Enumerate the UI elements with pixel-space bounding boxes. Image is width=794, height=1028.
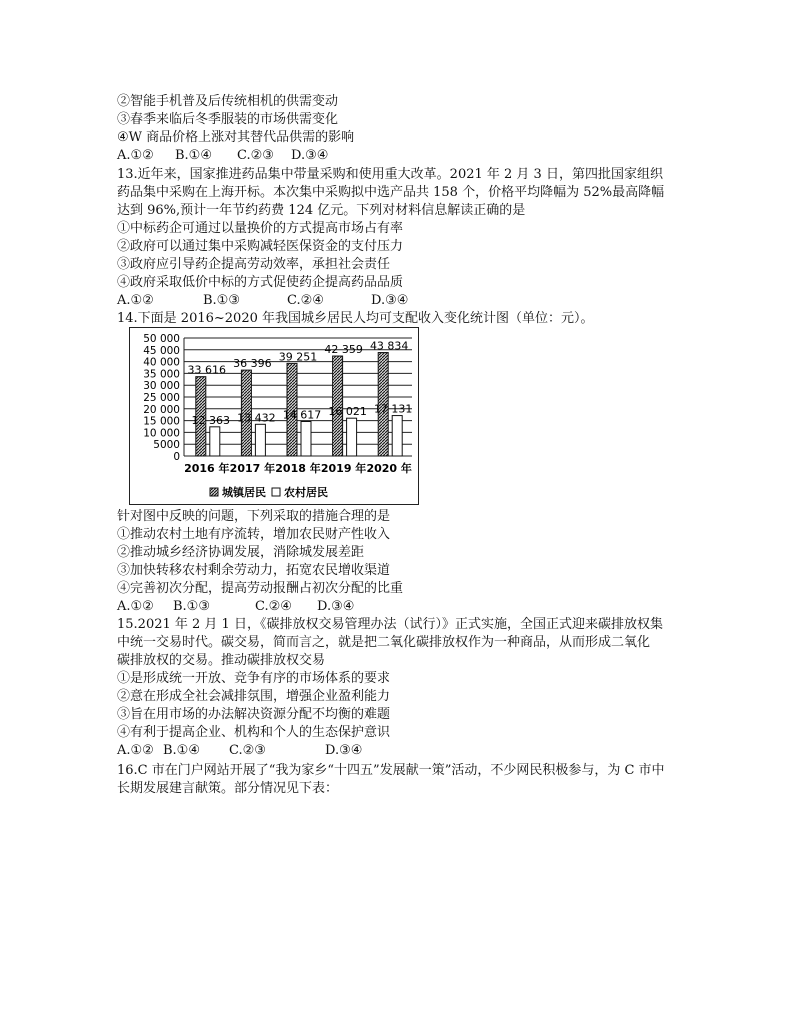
- y-tick-label: 0: [173, 451, 180, 463]
- data-label-rural: 17 131: [373, 402, 413, 416]
- data-label-rural: 14 617: [282, 408, 322, 422]
- q12-option-b: B.①④: [175, 148, 212, 163]
- q15-option-d: D.③④: [325, 743, 363, 758]
- x-tick-label: 2016 年: [184, 462, 230, 475]
- x-tick-label: 2017 年: [229, 462, 276, 475]
- q13-option-d: D.③④: [371, 293, 409, 308]
- q14-statement-2: ②推动城乡经济协调发展，消除城发展差距: [117, 545, 365, 560]
- q12-option-d: D.③④: [291, 148, 329, 163]
- q13-option-a: A.①②: [117, 293, 154, 308]
- q13-options: [117, 292, 408, 310]
- q14-option-d: D.③④: [317, 599, 355, 614]
- q13-statement-1: ①中标药企可通过以量换价的方式提高市场占有率: [117, 221, 404, 236]
- y-tick-label: 45 000: [143, 344, 180, 357]
- q14-question: 针对图中反映的问题，下列采取的措施合理的是: [117, 509, 391, 524]
- q13-statement-3: ③政府应引导药企提高劳动效率，承担社会责任: [117, 257, 391, 272]
- q14-statement-4: ④完善初次分配，提高劳动报酬占初次分配的比重: [117, 581, 404, 596]
- q14-option-c: C.②④: [255, 599, 292, 614]
- q15-stem-line-1: 15.2021 年 2 月 1 日，《碳排放权交易管理办法（试行）》正式实施，全国正式迎来碳排放权集: [117, 617, 663, 632]
- q15-statement-3: ③旨在用市场的办法解决资源分配不均衡的难题: [117, 707, 391, 722]
- data-label-rural: 12 363: [191, 413, 231, 427]
- q12-option-a: A.①②: [117, 148, 154, 163]
- q15-statement-1: ①是形成统一开放、竞争有序的市场体系的要求: [117, 671, 391, 686]
- q13-option-c: C.②④: [287, 293, 324, 308]
- y-tick-label: 10 000: [143, 427, 180, 440]
- data-label-urban: 43 834: [369, 339, 409, 353]
- q16-stem-line-2: 长期发展建言献策。部分情况见下表：: [117, 781, 339, 796]
- q14-statement-1: ①推动农村土地有序流转，增加农民财产性收入: [117, 527, 391, 542]
- q12-statement-4: ④W 商品价格上涨对其替代品供需的影响: [117, 130, 355, 145]
- bar-rural: [301, 422, 311, 456]
- data-label-urban: 39 251: [278, 350, 318, 364]
- q13-statement-2: ②政府可以通过集中采购减轻医保资金的支付压力: [117, 239, 404, 254]
- bar-rural: [210, 427, 220, 456]
- legend-label-rural: 农村居民: [284, 486, 328, 499]
- y-tick-label: 20 000: [143, 403, 180, 416]
- bar-rural: [347, 418, 357, 456]
- q13-stem-line-2: 药品集中采购在上海开标。本次集中采购拟中选产品共 158 个，价格平均降幅为 52%最高降幅: [117, 185, 665, 200]
- legend-label-urban: 城镇居民: [222, 486, 266, 499]
- q15-statement-4: ④有利于提高企业、机构和个人的生态保护意识: [117, 725, 391, 740]
- q15-stem-line-2: 中统一交易时代。碳交易，简而言之，就是把二氧化碳排放权作为一种商品，从而形成二氧化: [117, 635, 651, 650]
- q12-statement-3: ③春季来临后冬季服装的市场供需变化: [117, 112, 339, 127]
- q15-options: [117, 742, 362, 760]
- q15-stem-line-3: 碳排放权的交易。推动碳排放权交易: [117, 653, 326, 668]
- q14-option-a: A.①②: [117, 599, 154, 614]
- y-tick-label: 40 000: [143, 356, 180, 369]
- x-tick-label: 2020 年: [366, 462, 412, 475]
- q12-options: [117, 147, 328, 165]
- data-label-rural: 16 021: [328, 405, 367, 419]
- data-label-urban: 42 359: [324, 343, 363, 357]
- y-tick-label: 30 000: [143, 380, 180, 393]
- q15-statement-2: ②意在形成全社会减排氛围，增强企业盈利能力: [117, 689, 391, 704]
- income-bar-chart-svg: [130, 328, 418, 504]
- data-label-rural: 13 432: [237, 411, 276, 425]
- x-tick-label: 2019 年: [320, 462, 367, 475]
- legend-swatch-urban: [210, 488, 218, 496]
- q15-option-b: B.①④: [163, 743, 200, 758]
- bar-rural: [255, 424, 265, 456]
- y-tick-label: 5000: [153, 439, 180, 452]
- q13-stem-line-1: 13.近年来，国家推进药品集中带量采购和使用重大改革。2021 年 2 月 3 日，第四批国家组织: [117, 167, 663, 182]
- q15-option-c: C.②③: [229, 743, 266, 758]
- q15-option-a: A.①②: [117, 743, 154, 758]
- q13-statement-4: ④政府采取低价中标的方式促使药企提高药品品质: [117, 275, 404, 290]
- y-tick-label: 50 000: [143, 333, 180, 345]
- q14-stem: 14.下面是 2016~2020 年我国城乡居民人均可支配收入变化统计图（单位：元）。: [117, 311, 594, 326]
- q16-stem-line-1: 16.C 市在门户网站开展了“我为家乡“十四五”发展献一策”活动，不少网民积极参与，为 C 市中: [117, 763, 665, 778]
- legend-swatch-rural: [272, 488, 280, 496]
- q14-statement-3: ③加快转移农村剩余劳动力，拓宽农民增收渠道: [117, 563, 391, 578]
- y-tick-label: 15 000: [143, 415, 180, 428]
- q12-option-c: C.②③: [237, 148, 274, 163]
- data-label-urban: 33 616: [187, 363, 227, 377]
- q13-option-b: B.①③: [203, 293, 240, 308]
- y-tick-label: 35 000: [143, 368, 180, 381]
- y-tick-label: 25 000: [143, 392, 180, 404]
- data-label-urban: 36 396: [233, 357, 272, 371]
- q12-statement-2: ②智能手机普及后传统相机的供需变动: [117, 94, 339, 109]
- income-bar-chart: [129, 327, 419, 505]
- bar-rural: [392, 416, 402, 456]
- q14-options: [117, 598, 354, 616]
- q14-option-b: B.①③: [173, 599, 210, 614]
- x-tick-label: 2018 年: [275, 462, 321, 475]
- q13-stem-line-3: 达到 96%,预计一年节约药费 124 亿元。下列对材料信息解读正确的是: [117, 203, 526, 218]
